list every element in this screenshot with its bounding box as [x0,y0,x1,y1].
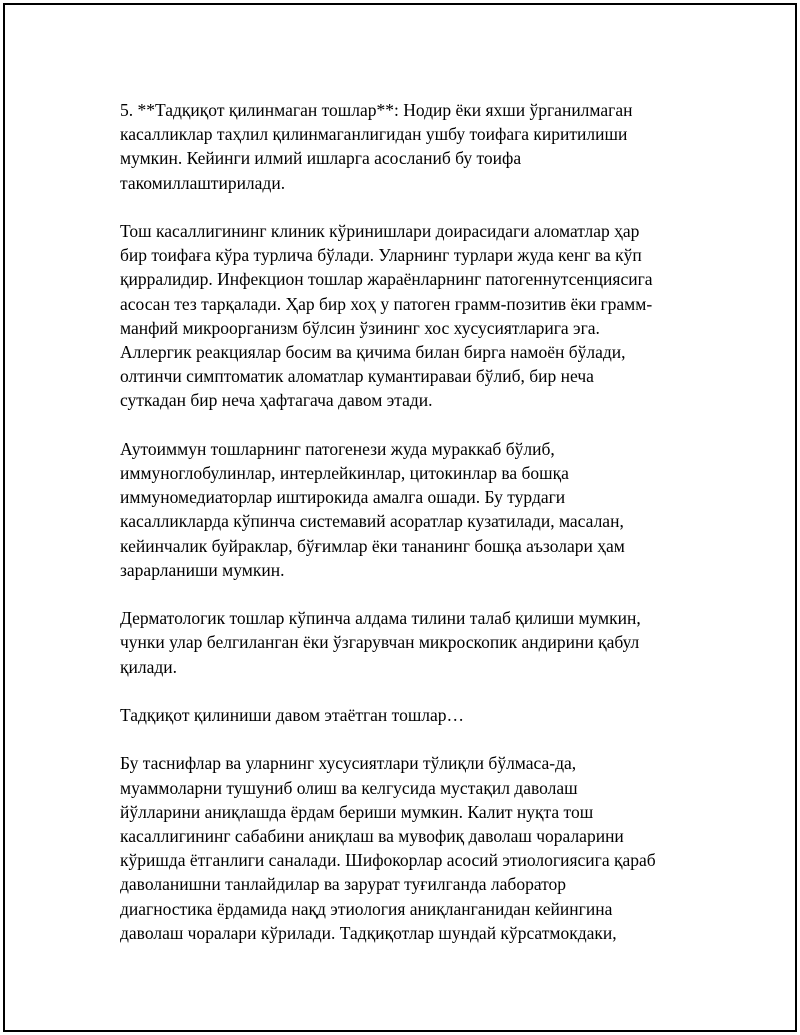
paragraph-autoimmune-stones: Аутоиммун тошларнинг патогенези жуда мураккаб бўлиб, иммуноглобулинлар, интерлейкинлар, цитокинлар ва бошқа иммуномедиаторлар иштирокида амалга ошади. Бу турдаги касалликларда кўпинча системавий асоратлар кузатилади, масалан, кейинчалик буйраклар, бўғимлар ёки тананинг бошқа аъзолари ҳам зарарланиши мумкин. [120,438,625,580]
paragraph-ongoing-research: Тадқиқот қилиниши давом этаётган тошлар… [120,705,465,726]
document-page [3,3,797,1032]
paragraph-dermatologic-stones: Дерматологик тошлар кўпинча алдама тилини талаб қилиши мумкин, чунки улар белгиланган ёки ўзгарувчан микроскопик андирини қабул қилади. [120,608,641,677]
paragraph-clinical-symptoms: Тош касаллигининг клиник кўринишлари доирасидаги аломатлар ҳар бир тоифаға кўра турлича бўлади. Уларнинг турлари жуда кенг ва кўп қирралидир. Инфекцион тошлар жараёнларнинг патогеннутсенциясига асосан тез тарқалади. Ҳар бир хоҳ у патоген грамм-позитив ёки грамм- манфий микроорганизм бўлсин ўзининг хос хусусиятларига эга. Аллергик реакциялар босим ва қичима билан бирга намоён бўлади, олтинчи симптоматик аломатлар кумантираваи бўлиб, бир неча суткадан бир неча ҳафтагача давом этади. [120,221,653,411]
paragraph-classification-summary: Бу таснифлар ва уларнинг хусусиятлари тўлиқли бўлмаса-да, муаммоларни тушуниб олиш ва келгусида мустақил даволаш йўлларини аниқлашда ёрдам бериши мумкин. Калит нуқта тош касаллигининг сабабини аниқлаш ва мувофиқ даволаш чораларини кўришда ётганлиги саналади. Шифокорлар асосий этиологиясига қараб даволанишни танлайдилар ва зарурат туғилганда лаборатор диагностика ёрдамида нақд этиология аниқланганидан кейингина даволаш чоралари кўрилади. Тадқиқотлар шундай кўрсатмокдаки, [120,753,656,943]
paragraph-unresearched-stones: 5. **Тадқиқот қилинмаган тошлар**: Нодир ёки яхши ўрганилмаган касалликлар таҳлил қилинмаганлигидан ушбу тоифага киритилиши мумкин. Кейинги илмий ишларга асосланиб бу тоифа такомиллаштирилади. [120,100,633,193]
document-body [120,98,700,969]
